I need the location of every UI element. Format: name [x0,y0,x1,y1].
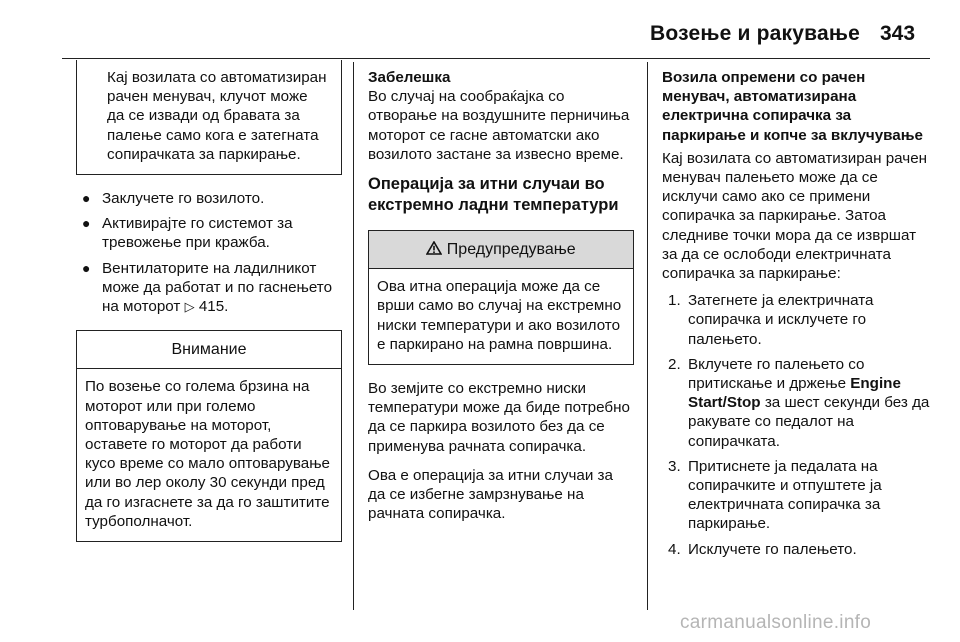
step-item [662,457,934,534]
step-item [662,355,934,451]
page-title: Возење и ракување [650,22,860,45]
step-item [662,291,934,349]
button-name: Engine Start/Stop [688,375,901,412]
list-item [76,259,342,317]
page-reference-icon[interactable]: ▷ [184,299,195,315]
step-item [662,540,934,559]
step-text: за шест секунди без да ракувате со педалот на сопирачката. [688,394,930,450]
intro-paragraph: Кај возилата со автоматизиран рачен менувач палењето може да се исклучи само ако се примени сопирачка за паркирање. Затоа следниве точки мора да се извршат за да се ослободи електричната сопирачка за паркирање: [662,149,928,283]
step-number: 3. [668,457,681,475]
header-rule [62,58,930,59]
warning-title: Предупредување [446,241,576,259]
section-heading: Операција за итни случаи во екстремно ладни температури [368,175,619,215]
warning-body: Ова итна операција може да се врши само во случај на екстремно ниски температури и ако возилото е паркирано на рамна површина. [377,278,622,353]
warning-header [369,231,633,269]
step-text: Исклучете го палењето. [688,540,857,558]
column-middle [368,62,634,523]
section-heading: Возила опремени со рачен менувач, автоматизирана електрична сопирачка за паркирање и копче за вклучување [662,69,923,144]
step-number: 2. [668,355,681,373]
caution-title: Внимание [77,331,341,369]
column-left [76,62,342,542]
note-body: Во случај на сообраќајка со отворање на воздушните перничиња моторот се гасне автоматски ако возилото застане за извесно време. [368,88,630,163]
paragraph: Во земјите со екстремно ниски температури може да биде потребно да се паркира возилото без да се применува рачната сопирачка. [368,380,630,455]
continued-info-box [76,60,342,175]
column-divider-2 [647,62,648,610]
bullet-icon: ● [82,215,91,232]
step-list [662,291,934,559]
page-number: 343 [880,22,916,45]
watermark: carmanualsonline.info [680,612,872,633]
list-item-text: Активирајте го системот за тревожење при кражба. [102,215,293,252]
list-item-text: Заклучете го возилото. [102,190,265,208]
list-item [76,189,342,208]
step-number: 4. [668,540,681,558]
column-right [662,62,934,565]
list-item [76,214,342,252]
column-divider-1 [353,62,354,610]
step-text: Вклучете го палењето со притискање и држење [688,355,865,393]
warning-box [368,230,634,365]
step-text: Притиснете ја педалата на сопирачките и отпуштете ја електричната сопирачка за паркирање. [688,457,882,533]
paragraph: Ова е операција за итни случаи за да се избегне замрзнување на рачната сопирачка. [368,466,613,523]
bullet-icon: ● [82,259,91,276]
warning-triangle-icon [426,241,446,258]
caution-box [76,330,342,542]
caution-body: По возење со голема брзина на моторот или при големо оптоварување на моторот, оставете го моторот да работи кусо време со мало оптоварување или во лер околу 30 секунди пред да го изгаснете за да го заштитите турбополначот. [85,378,331,530]
note-title: Забелешка [368,69,451,86]
bullet-icon: ● [82,190,91,207]
step-text: Затегнете ја електричната сопирачка и исклучете го палењето. [688,292,874,348]
info-box-text: Кај возилата со автоматизиран рачен менувач, клучот може да се извади од бравата за палење само кога е затегната сопирачката за паркирање. [107,69,327,163]
page-reference[interactable]: 415. [198,298,229,316]
step-number: 1. [668,292,681,310]
bullet-list [76,189,342,316]
list-item-text: Вентилаторите на ладилникот може да работат и по гаснењето на моторот [102,259,333,316]
